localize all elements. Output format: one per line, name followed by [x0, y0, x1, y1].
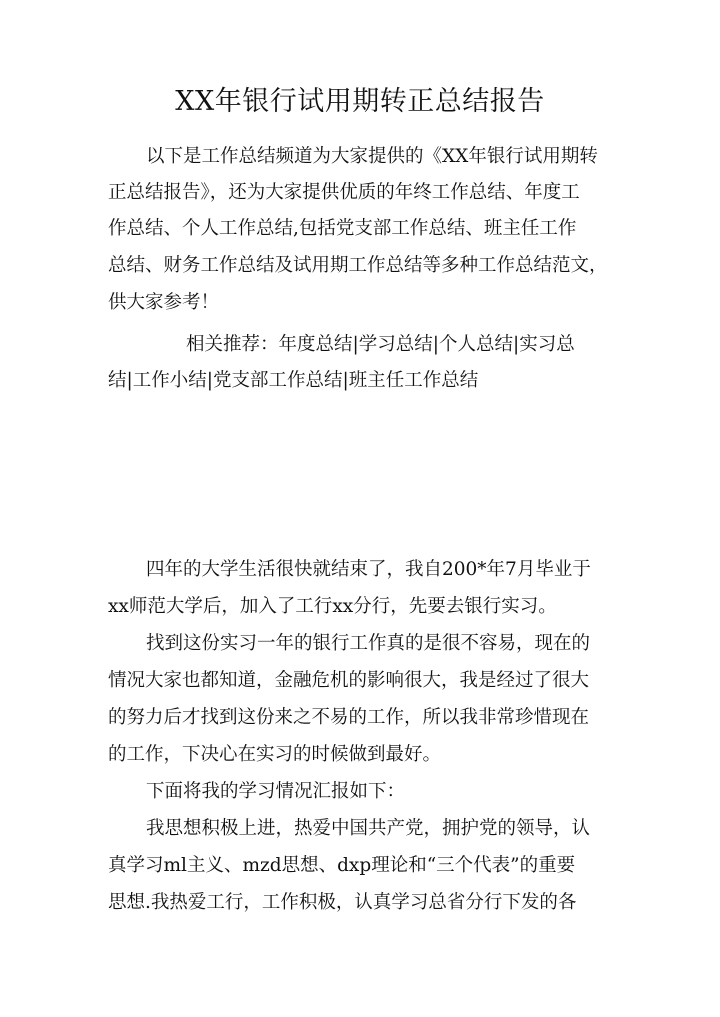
document-title: XX年银行试用期转正总结报告 [175, 86, 545, 117]
body-paragraph-line: 思想.我热爱工行，工作积极，认真学习总省分行下发的各 [108, 892, 577, 913]
related-recommendations-line: 相关推荐：年度总结|学习总结|个人总结|实习总 [186, 334, 575, 355]
body-paragraph-line: 的努力后才找到这份来之不易的工作，所以我非常珍惜现在 [108, 707, 590, 728]
related-recommendations-line: 结|工作小结|党支部工作总结|班主任工作总结 [108, 370, 479, 391]
body-paragraph-line: 的工作，下决心在实习的时候做到最好。 [108, 744, 442, 765]
body-paragraph-line: 真学习ml主义、mzd思想、dxp理论和“三个代表”的重要 [108, 855, 576, 876]
body-paragraph-line: 我思想积极上进，热爱中国共产党，拥护党的领导，认 [146, 818, 591, 839]
body-paragraph-line: 找到这份实习一年的银行工作真的是很不容易，现在的 [146, 633, 591, 654]
intro-line: 正总结报告》，还为大家提供优质的年终工作总结、年度工 [108, 182, 580, 203]
body-paragraph-line: 情况大家也都知道，金融危机的影响很大，我是经过了很大 [108, 670, 590, 691]
body-paragraph-line: 下面将我的学习情况汇报如下： [146, 781, 406, 802]
intro-line: 作总结、个人工作总结,包括党支部工作总结、班主任工作 [108, 218, 577, 239]
body-paragraph-line: xx师范大学后，加入了工行xx分行，先要去银行实习。 [108, 596, 557, 617]
intro-line: 以下是工作总结频道为大家提供的《XX年银行试用期转 [146, 146, 598, 167]
intro-line: 供大家参考！ [108, 292, 220, 313]
body-paragraph-line: 四年的大学生活很快就结束了，我自200*年7月毕业于 [146, 559, 591, 580]
intro-line: 总结、财务工作总结及试用期工作总结等多种工作总结范文， [108, 255, 608, 276]
